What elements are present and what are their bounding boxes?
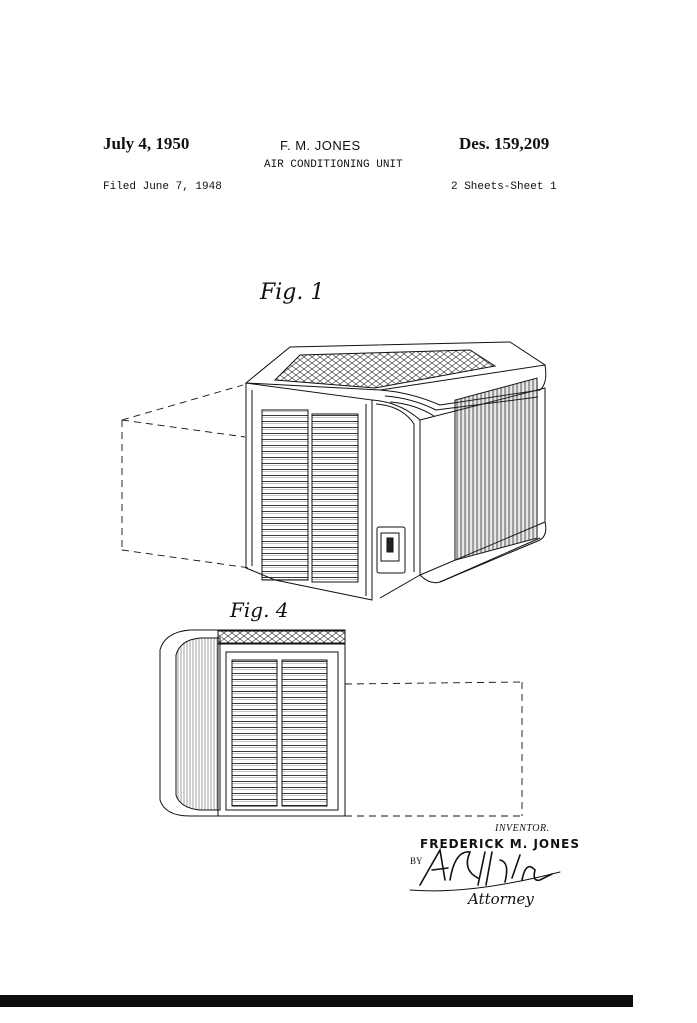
fig4-phantom-outline <box>345 682 522 816</box>
attorney-signature <box>410 850 560 891</box>
fig4-top-mesh <box>218 631 345 643</box>
fig4-drawing <box>160 630 522 816</box>
inventor-short-name: F. M. JONES <box>280 138 361 153</box>
sheet-count: 2 Sheets-Sheet 1 <box>451 181 557 193</box>
fig1-drawing <box>122 342 546 600</box>
inventor-name: FREDERICK M. JONES <box>420 837 581 851</box>
fig1-louver-right <box>312 414 358 582</box>
fig4-louver-left <box>232 660 277 806</box>
inventor-label: INVENTOR. <box>495 823 550 834</box>
attorney-label: Attorney <box>468 890 534 908</box>
design-number: Des. 159,209 <box>459 134 550 153</box>
bottom-scan-bar <box>0 995 633 1007</box>
patent-date: July 4, 1950 <box>103 134 190 153</box>
fig1-top-mesh <box>275 350 495 388</box>
fig1-louver-left <box>262 410 308 580</box>
fig1-label: Fig. 1 <box>260 280 325 305</box>
by-label: BY <box>410 856 423 866</box>
fig1-side-grille <box>455 378 537 560</box>
fig4-label: Fig. 4 <box>230 598 289 622</box>
fig4-louver-right <box>282 660 327 806</box>
filed-date: Filed June 7, 1948 <box>103 181 222 193</box>
patent-title: AIR CONDITIONING UNIT <box>264 159 403 171</box>
fig1-phantom-outline <box>122 385 250 568</box>
